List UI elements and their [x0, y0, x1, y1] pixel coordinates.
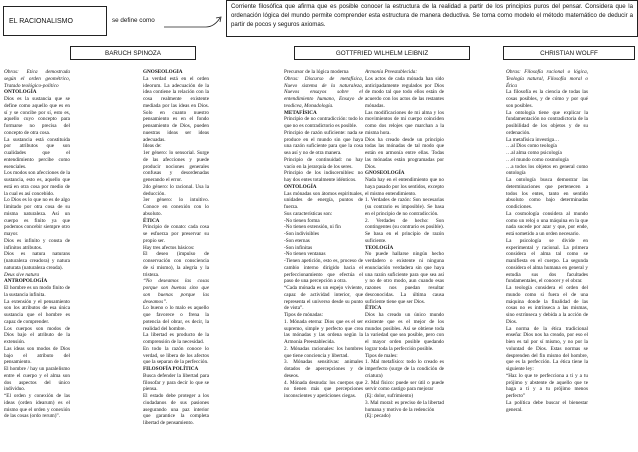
paragraph: Dios es infinito y consta de infinitos atributos.: [4, 237, 70, 251]
author-leibniz-box: [294, 46, 470, 60]
paragraph: “Cada mónada es un espejo viviente, capaz de actividad interior, que representa el universo desde su punto de vista”.: [284, 285, 363, 312]
author-name: CHRISTIAN WOLFF: [540, 49, 598, 57]
paragraph: 2. Mónadas racionales: los hombres que tiene conciencia y libertad.: [284, 345, 363, 359]
section-heading: ONTOLOGÍA: [284, 183, 317, 190]
paragraph: Sus características son:: [284, 210, 333, 217]
paragraph: Lo bueno o lo malo es aquello que favorece o frena la potencia del obrar, es decir, la realidad del hombre.: [143, 305, 209, 332]
paragraph: Los modos son afecciones de la sustancia, esto es, aquello que está en otra cosa por medio de la cual es así concebido.: [4, 170, 70, 197]
paragraph: Deus sive natura: [4, 271, 40, 278]
paragraph: Principio de los indiscernibles: no hay dos entes totalmente idénticos.: [284, 170, 363, 183]
paragraph: …al Dios como teología: [506, 143, 557, 150]
paragraph: Los cuerpos son modos de Dios bajo el atributo de la extensión.: [4, 325, 70, 345]
author-name: GOTTFRIED WILHELM LEIBNIZ: [335, 49, 429, 57]
paragraph: La verdad está en el orden ideorum. La adecuación de la idea contiene la relación con la cosa realmente existente mediada por las ideas en Dios. Solo en cuanto nuestro pensamiento es en el fondo pensamiento de Dios, pueden nuestras ideas ser ideas adecuadas.: [143, 75, 209, 143]
paragraph: (Ej: pecado): [365, 413, 391, 420]
section-heading: ÉTICA: [365, 305, 382, 312]
paragraph: -Tienen apetición, esto es, proceso de cambio interno dirigido hacia el perfeccionamiento que efectúa el paso de una percepción a otra.: [284, 258, 363, 285]
paragraph: Obras: Filosofía racional o lógica, Teología natural, Filosofía moral o Ética: [506, 69, 588, 89]
paragraph: Tipos de males:: [365, 352, 398, 359]
paragraph: -Son eternas: [284, 237, 310, 244]
author-wolff-box: [503, 46, 635, 60]
paragraph: Las modificaciones de mi alma y los movimientos de mi cuerpo coinciden como dos relojes que marchan a la misma hora.: [365, 109, 444, 136]
paragraph: La filosofía es la ciencia de todas las cosas posibles, y de cómo y por qué son posibles.: [506, 89, 588, 109]
paragraph: -No tienen ventanas: [284, 251, 326, 258]
paragraph: Dios ha creado desde un principio todas las mónadas de tal modo que están en armonía entre ellas. Todas las mónadas están programadas por Dios.: [365, 136, 444, 170]
page-title: EL RACIONALISMO: [9, 17, 73, 25]
paragraph: La ontología busca demostrar las determinaciones que pertenecen a todos los entes, tanto en sentido absoluto como bajo determinadas condiciones.: [506, 177, 588, 210]
author-name: BARUCH SPINOZA: [105, 49, 161, 57]
section-heading: GNOSEOLOGÍA: [365, 170, 405, 177]
paragraph: La libertad es producto de la comprensión de la necesidad.: [143, 332, 209, 345]
paragraph: Hay tres afectos básicos:: [143, 244, 195, 251]
paragraph: Los actos de cada mónada han sido anticipadamente regulados por Dios de modo tal que todo ellos están de acuerdo con los actos de las restantes mónadas.: [365, 75, 444, 109]
paragraph: Armonía Preestablecida:: [365, 69, 418, 75]
defines-label: se define como: [112, 17, 155, 24]
section-heading: ONTOLOGÍA: [4, 89, 37, 96]
paragraph: 1. Verdades de razón: Son necesarias (su contrario es imposible). Se basa en el principio de no contradicción.: [365, 197, 444, 217]
paragraph: Busca defender la libertad para filosofar y para decir lo que se piensa.: [143, 372, 209, 393]
paragraph: Dios es la sustancia que se define como aquello que es en sí y se concibe por sí, esto es, aquello cuyo concepto para formarse no precisa del concepto de otra cosa.: [4, 96, 70, 136]
paragraph: (Ej: dolor, sufrimiento): [365, 393, 414, 399]
paragraph: La norma de la ética tradicional enseña: Dios nos ha creado, por eso el bien es tal por sí mismo, y no por la voluntad de Dios. Estas normas se desprenden del fin mismo del hombre, que es la perfección. La ética tiene la siguiente ley:: [506, 325, 588, 372]
paragraph: 2. Mal físico: puede ser útil o puede servir como castigo para mejorar: [365, 379, 444, 393]
paragraph: La extensión y el pensamiento son los atributos de esa única sustancia que el hombre es capaz de comprender.: [4, 298, 70, 325]
author-spinoza-box: [70, 46, 196, 60]
section-heading: METAFÍSICA: [284, 109, 317, 116]
column-wolff: [506, 69, 588, 449]
title-box: [3, 6, 107, 36]
section-heading: ANTROPOLOGÍA: [4, 278, 48, 285]
paragraph: 4. Mónada desnuda: los cuerpos que no tienen más que percepciones inconscientes y apeticiones ciegas.: [284, 379, 363, 399]
paragraph: La sustancia está constituida por atributos que son cualidades que el entendimiento percibe como esenciales.: [4, 136, 70, 170]
column-leibniz-1: [284, 69, 363, 449]
paragraph: Principio de no contradicción: todo lo que no es contradictorio es posible.: [284, 116, 363, 129]
paragraph: Las mónadas son átomos espirituales, unidades de energía, puntos de fuerza.: [284, 190, 363, 210]
section-heading: ÉTICA: [143, 217, 160, 224]
paragraph: “No deseamos las cosas porque son buenas sino que son buenas porque las deseamos”.: [143, 278, 209, 305]
section-heading: GNOSEOLOGÍA: [143, 69, 183, 75]
paragraph: Dios ha creado un único mundo existente que es el mejor de los mundos posibles. Así se obtiene toda la variedad que sea posible, pero con el mayor orden posible quedando lograr toda la perfección posible.: [365, 312, 444, 352]
paragraph: 1er género: lo sensorial. Surge de las afecciones y puede producir nociones generales confusas y desordenadas generando el error.: [143, 150, 209, 183]
paragraph: “Haz lo que te perfecciona a ti y a tu prójimo y abstente de aquello que te haga a ti y a tu prójimo menos perfecto”: [506, 372, 588, 399]
paragraph: La teología considera el orden del mundo como si fuera el de una máquina donde la finalidad de las cosas no es intrínseca a las mismas, sino extrínseca y debida a la acción de Dios.: [506, 285, 588, 325]
paragraph: 2do género: lo racional. Usa la deducción.: [143, 183, 209, 197]
column-leibniz-2: [365, 69, 444, 449]
definition-text: Corriente filosófica que afirma que es posible conocer la estructura de la realidad a partir de los principios puros del pensar. Considera que la ordenación lógica del mundo permite comprender esta estructura de manera deductiva. Se toma como modelo el método matemático de deducir a partir de pocos y seguros axiomas.: [231, 3, 633, 28]
paragraph: Dios es natura naturans (naturaleza creadora) y natura naturata (naturaleza creada).: [4, 251, 70, 271]
column-spinoza-2: [143, 69, 209, 449]
paragraph: -No tienen extensión, ni fin: [284, 224, 341, 231]
paragraph: …el mundo como cosmología: [506, 156, 569, 163]
section-heading: FILOSOFÍA POLÍTICA: [143, 366, 199, 372]
paragraph: Ideas de:: [143, 143, 162, 150]
paragraph: El estado debe proteger a los ciudadanos de sus pasiones asegurando una paz interior que garantice la completa libertad de pensamiento.: [143, 393, 209, 426]
paragraph: …al alma como psicología: [506, 150, 562, 156]
paragraph: Tipos de mónadas:: [284, 312, 324, 318]
paragraph: 3er género: lo intuitivo. Conoce en conexión con lo absoluto.: [143, 197, 209, 217]
paragraph: Precursor de la lógica moderna: [284, 69, 349, 75]
paragraph: Nada hay en el entendimiento que no haya pasado por los sentidos, excepto el mismo entendimiento.: [365, 177, 444, 197]
paragraph: Principio de razón suficiente: nada se produce en el mundo sin que haya una razón suficiente para que la cosa sea así y no de otra manera.: [284, 129, 363, 156]
paragraph: -Son infinitas: [284, 244, 313, 251]
paragraph: El hombre / hay un paralelismo entre el cuerpo y el alma son dos aspectos del único individuo.: [4, 366, 70, 393]
paragraph: “El orden y conexión de las ideas (orden idearum) es el mismo que el orden y conexión de las cosas (ordo rerum)”.: [4, 393, 70, 420]
paragraph: 1. Mónada eterna: Dios que es el ser supremo, simple y perfecto que crea las mónadas y las ordena según la Armonía Preestablecida.: [284, 318, 363, 345]
paragraph: 3. Mal moral: es preciso de la libertad humana y motivo de la redención: [365, 399, 444, 413]
paragraph: En todo la razón conoce lo verdad, se libera de los afectos que la separan de la perfección.: [143, 345, 209, 366]
paragraph: La política debe buscar el bienestar general.: [506, 399, 588, 413]
paragraph: Principio de conato: cada cosa se esfuerza por preservar su propio ser.: [143, 224, 209, 244]
paragraph: El deseo (impulso de conservación con consciencia de sí mismo), la alegría y la tristeza.: [143, 251, 209, 278]
paragraph: Principio de continuidad: no hay vacío en la jerarquía de los seres.: [284, 156, 363, 170]
arrow-icon: [162, 15, 224, 29]
paragraph: La cosmología considera al mundo como un reloj o una máquina en la que nada sucede por azar y que, por ende, está sometido a un orden necesario.: [506, 210, 588, 237]
paragraph: Obras: Ética demostrada según el orden geométrico, Tratado teológico-político: [4, 69, 70, 89]
paragraph: -No tienen forma: [284, 217, 320, 224]
paragraph: 1. Mal metafísico: todo lo creado es imperfecto (surge de la condición de criatura): [365, 359, 444, 379]
section-heading: TEOLOGÍA: [365, 244, 394, 251]
paragraph: El hombre es un modo finito de la sustancia infinita.: [4, 285, 70, 298]
paragraph: La metafísica investiga…: [506, 136, 560, 143]
paragraph: Las ideas son modos de Dios bajo el atributo del pensamiento.: [4, 345, 70, 366]
paragraph: No puede hallarse ningún hecho verdadero o existente ni ninguna enunciación verdadera sin que haya una razón suficiente para que sea así y no de otro modo, aun cuando esas razones nos puedan resultar desconocidas. La última causa suficiente tiene que ser Dios.: [365, 251, 444, 305]
paragraph: 2. Verdades de hecho: Son contingentes (su contrario es posible). Se basa en el principio de razón suficiente.: [365, 217, 444, 244]
column-spinoza-1: [4, 69, 70, 449]
paragraph: La ontología tiene que explicar la fundamentación no contradictoria de la posibilidad de los objetos y de su ordenación.: [506, 109, 588, 136]
paragraph: Lo Dios es lo que no es de algo limitado por otra cosa de su misma naturaleza. Así un cuerpo es finito ya que podemos concebir siempre otro mayor.: [4, 197, 70, 237]
paragraph: 3. Mónadas sensitivas: animales dotados de apercepciones y de deseos.: [284, 359, 363, 379]
paragraph: Obras: Discurso de metafísica, Nuevo sistema de la naturaleza, Nuevos ensayos sobre el entendimiento humano, Ensayo de teodicea, Monadología.: [284, 75, 363, 109]
paragraph: La psicología se divide en experimental y racional. La primera considera el alma tal como se manifiesta en el cuerpo. La segunda considera el alma humana en general y estudia sus dos facultades fundamentales, el conocer y el obrar.: [506, 237, 588, 285]
paragraph: -Son indivisibles: [284, 231, 320, 237]
paragraph: …a todos los objetos en general como ontología: [506, 163, 588, 177]
definition-box: [226, 0, 638, 37]
